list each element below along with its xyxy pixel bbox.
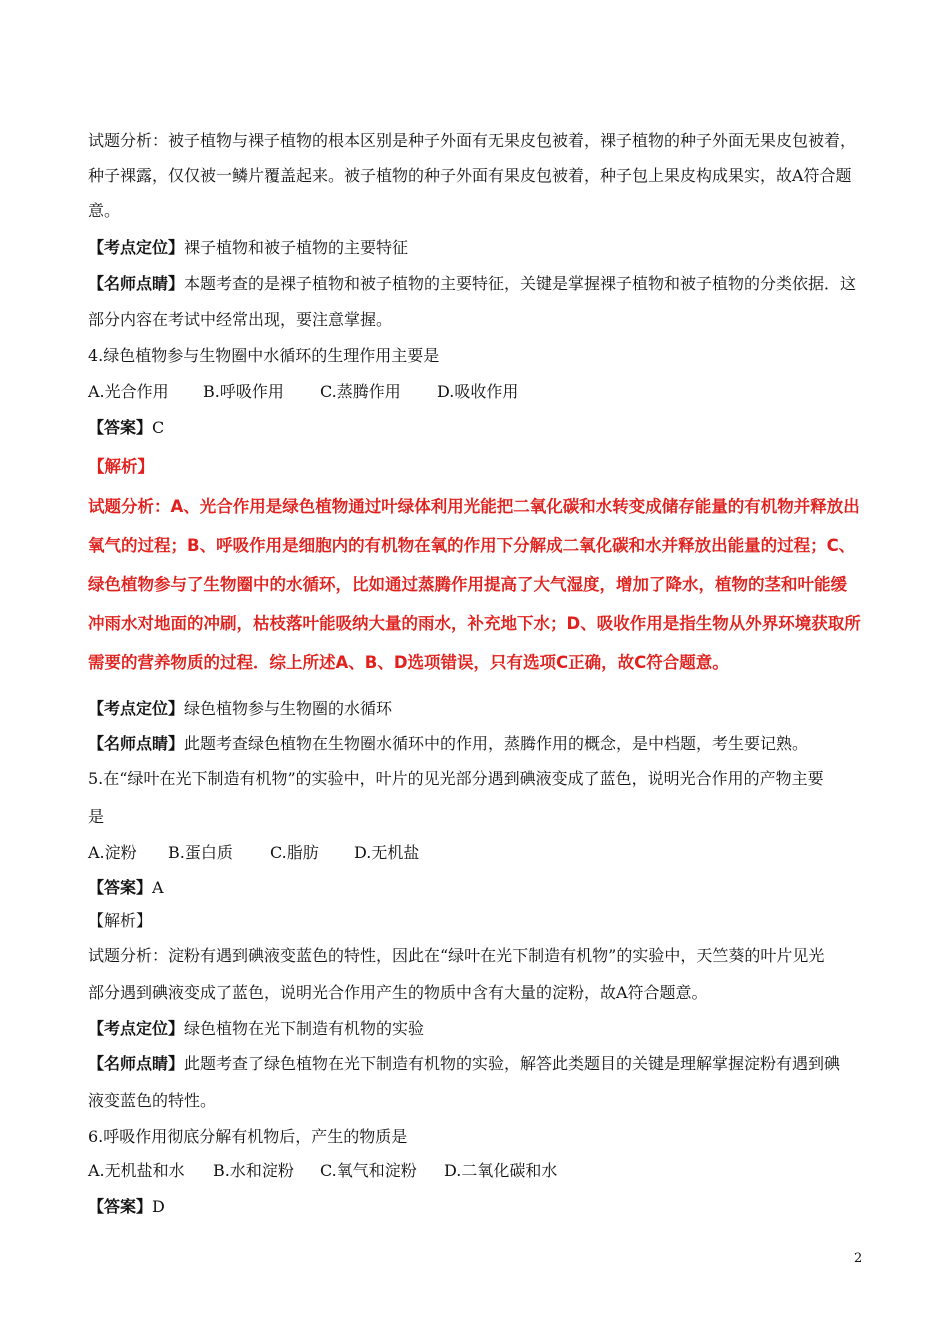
option: C.蒸腾作用 (320, 382, 401, 401)
jiexi-line: 需要的营养物质的过程．综上所述A、B、D选项错误，只有选项C正确，故C符合题意。 (88, 653, 729, 672)
option: C.氧气和淀粉 (320, 1161, 417, 1180)
kaodian-text: 裸子植物和被子植物的主要特征 (184, 238, 409, 257)
option: B.蛋白质 (168, 843, 233, 862)
mingshi-text: 本题考查的是裸子植物和被子植物的主要特征，关键是掌握裸子植物和被子植物的分类依据．这 (184, 274, 857, 293)
question-stem: 是 (88, 807, 105, 826)
options-row (88, 1160, 557, 1182)
mingshi-row (88, 1053, 840, 1075)
mingshi-text: 液变蓝色的特性。 (88, 1091, 217, 1110)
question-stem: 4.绿色植物参与生物圈中水循环的生理作用主要是 (88, 346, 440, 365)
options-row (88, 381, 518, 403)
mingshi-text: 部分内容在考试中经常出现，要注意掌握。 (88, 310, 393, 329)
option: D.吸收作用 (437, 382, 519, 401)
option: D.二氧化碳和水 (444, 1161, 558, 1180)
analysis-line: 种子裸露，仅仅被一鳞片覆盖起来。被子植物的种子外面有果皮包被着，种子包上果皮构成果实，故A符合题 (88, 166, 852, 185)
analysis-line: 意。 (88, 201, 121, 220)
answer-row (88, 1196, 165, 1218)
jiexi-line: 冲雨水对地面的冲刷，枯枝落叶能吸纳大量的雨水，补充地下水；D、吸收作用是指生物从外界环境获取所 (88, 614, 861, 633)
answer-value: A (152, 878, 164, 897)
option: A.淀粉 (88, 843, 137, 862)
mingshi-label: 【名师点睛】 (88, 734, 185, 753)
mingshi-row (88, 273, 856, 295)
kaodian-label: 【考点定位】 (88, 1019, 185, 1038)
options-row (88, 842, 419, 864)
option: B.呼吸作用 (203, 382, 284, 401)
option: A.无机盐和水 (88, 1161, 185, 1180)
option: D.无机盐 (354, 843, 420, 862)
question-stem: 6.呼吸作用彻底分解有机物后，产生的物质是 (88, 1127, 408, 1146)
mingshi-text: 此题考查了绿色植物在光下制造有机物的实验，解答此类题目的关键是理解掌握淀粉有遇到碘 (184, 1054, 841, 1073)
answer-row (88, 877, 164, 899)
analysis-line: 试题分析：淀粉有遇到碘液变蓝色的特性，因此在“绿叶在光下制造有机物”的实验中，天竺葵的叶片见光 (88, 946, 825, 965)
option: A.光合作用 (88, 382, 169, 401)
kaodian-row (88, 1018, 424, 1040)
analysis-line: 试题分析：被子植物与裸子植物的根本区别是种子外面有无果皮包被着，裸子植物的种子外面无果皮包被着， (88, 131, 857, 150)
question-stem: 5.在“绿叶在光下制造有机物”的实验中，叶片的见光部分遇到碘液变成了蓝色，说明光合作用的产物主要 (88, 769, 824, 788)
mingshi-label: 【名师点睛】 (88, 274, 185, 293)
jiexi-label: 【解析】 (88, 457, 154, 476)
jiexi-line: 试题分析：A、光合作用是绿色植物通过叶绿体利用光能把二氧化碳和水转变成储存能量的有机物并释放出 (88, 497, 860, 516)
option: C.脂肪 (270, 843, 319, 862)
answer-value: D (152, 1197, 165, 1216)
kaodian-label: 【考点定位】 (88, 699, 185, 718)
kaodian-text: 绿色植物在光下制造有机物的实验 (184, 1019, 425, 1038)
kaodian-row (88, 698, 392, 720)
answer-label: 【答案】 (88, 1197, 153, 1216)
mingshi-label: 【名师点睛】 (88, 1054, 185, 1073)
answer-label: 【答案】 (88, 418, 153, 437)
kaodian-label: 【考点定位】 (88, 238, 185, 257)
jiexi-label: 【解析】 (88, 911, 153, 930)
jiexi-line: 绿色植物参与了生物圈中的水循环，比如通过蒸腾作用提高了大气湿度，增加了降水，植物的茎和叶能缓 (88, 575, 847, 594)
analysis-line: 部分遇到碘液变成了蓝色，说明光合作用产生的物质中含有大量的淀粉，故A符合题意。 (88, 983, 708, 1002)
mingshi-text: 此题考查绿色植物在生物圈水循环中的作用，蒸腾作用的概念，是中档题，考生要记熟。 (184, 734, 809, 753)
page-number: 2 (854, 1251, 863, 1266)
answer-label: 【答案】 (88, 878, 153, 897)
jiexi-line: 氧气的过程；B、呼吸作用是细胞内的有机物在氧的作用下分解成二氧化碳和水并释放出能量的过程；C、 (88, 536, 856, 555)
option: B.水和淀粉 (213, 1161, 294, 1180)
kaodian-row (88, 237, 408, 259)
mingshi-row (88, 733, 808, 755)
answer-row (88, 417, 164, 439)
kaodian-text: 绿色植物参与生物圈的水循环 (184, 699, 393, 718)
answer-value: C (152, 418, 165, 437)
